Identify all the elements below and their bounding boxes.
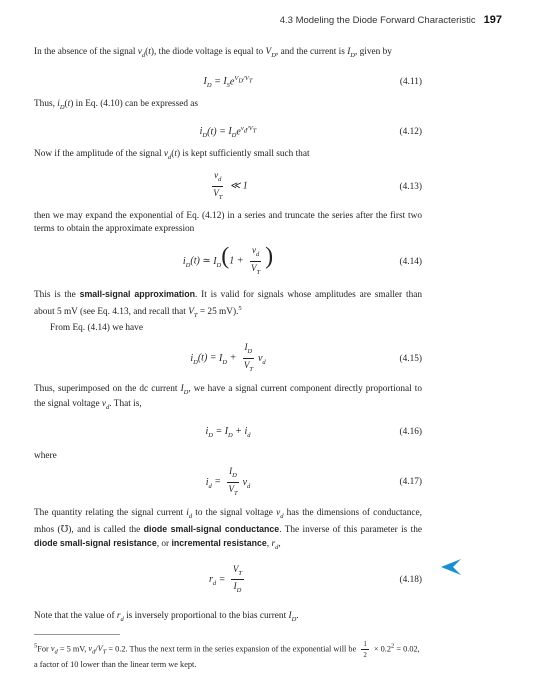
term-small-signal-resistance: diode small-signal resistance [34,538,157,549]
equation-number: (4.17) [399,477,422,488]
arrow-left-icon [440,558,462,576]
footnote-divider [34,634,120,635]
equation-number: (4.14) [399,256,422,267]
equation-4-17: $i_d$ = $\frac{I_D}{V_T}$ $v_d$ (4.17) [205,465,422,497]
paragraph-2: Thus, $i_D(t)$ in Eq. (4.10) can be expressed as [34,98,199,111]
paragraph-9: The quantity relating the signal current $i_d$ to the signal voltage $v_d$ has the dimensions of conductance, mhos (℧), and is called the diode small-signal conductance. The inverse of this parameter is the diode small-signal resistance, or incremental resistance, $r_d$, [34,508,423,551]
term-small-signal-approximation: small-signal approximation [79,288,195,299]
page-number: 197 [483,14,502,26]
equation-number: (4.13) [399,181,422,192]
paragraph-4: then we may expand the exponential of Eq. (4.12) in a series and truncate the series after the first two terms to obtain the approximate expression [34,210,422,234]
page-body [34,40,422,626]
equation-4-12: $i_D(t) = I_De^{v_d/V_T}$ (4.12) [199,124,422,139]
paragraph-7: Thus, superimposed on the dc current $I_D$, we have a signal current component directly proportional to the signal voltage $v_d$. That is, [34,383,422,412]
paragraph-6: From Eq. (4.14) we have [50,322,143,333]
term-small-signal-conductance: diode small-signal conductance [143,524,280,535]
paragraph-5: This is the small-signal approximation. It is valid for signals whose amplitudes are smaller than about 5 mV (see Eq. 4.13, and recall that $V_T = 25$ mV).$^5$ [34,288,422,319]
footnote-5: $^5$For $v_d = 5$ mV, $v_d/V_T = 0.2$. Thus the next term in the series expansion of the exponential will be $\frac{1}{2}$ × $0.2^2 = 0.02$, a factor of 10 lower than the linear term we kept. [34,640,420,669]
equation-number: (4.11) [399,76,422,87]
equation-4-11: $I_D = I_Se^{V_D/V_T}$ (4.11) [203,74,422,90]
paragraph-8: where [34,451,57,462]
term-incremental-resistance: incremental resistance [171,538,267,549]
equation-4-13: $\frac{v_d}{V_T}$ ≪ 1 (4.13) [213,170,422,201]
paragraph-10: Note that the value of $r_d$ is inversely proportional to the bias current $I_D$. [34,610,299,623]
equation-4-15: $i_D(t) = I_D$ + $\frac{I_D}{V_T}$ $v_d$ (4.15) [190,342,422,373]
section-title: 4.3 Modeling the Diode Forward Characteristic [279,15,476,26]
paragraph-3: Now if the amplitude of the signal $v_d(t)$ is kept sufficiently small such that [34,148,310,161]
equation-number: (4.12) [399,126,422,137]
equation-4-16: $i_D = I_D + i_d$ (4.16) [205,425,422,439]
equation-4-14: $i_D(t)$ ≃ $I_D(1$ + $\frac{v_d}{V_T}$ ) (4.14) [182,243,422,276]
equation-number: (4.15) [399,353,422,364]
equation-4-18: $r_d$ = $\frac{V_T}{I_D}$ (4.18) [208,563,422,595]
equation-number: (4.16) [399,427,422,438]
paragraph-1: In the absence of the signal $v_d(t)$, the diode voltage is equal to $V_D$, and the current is $I_D$, given by [34,47,392,59]
equation-number: (4.18) [399,574,422,585]
page-header [280,14,502,26]
